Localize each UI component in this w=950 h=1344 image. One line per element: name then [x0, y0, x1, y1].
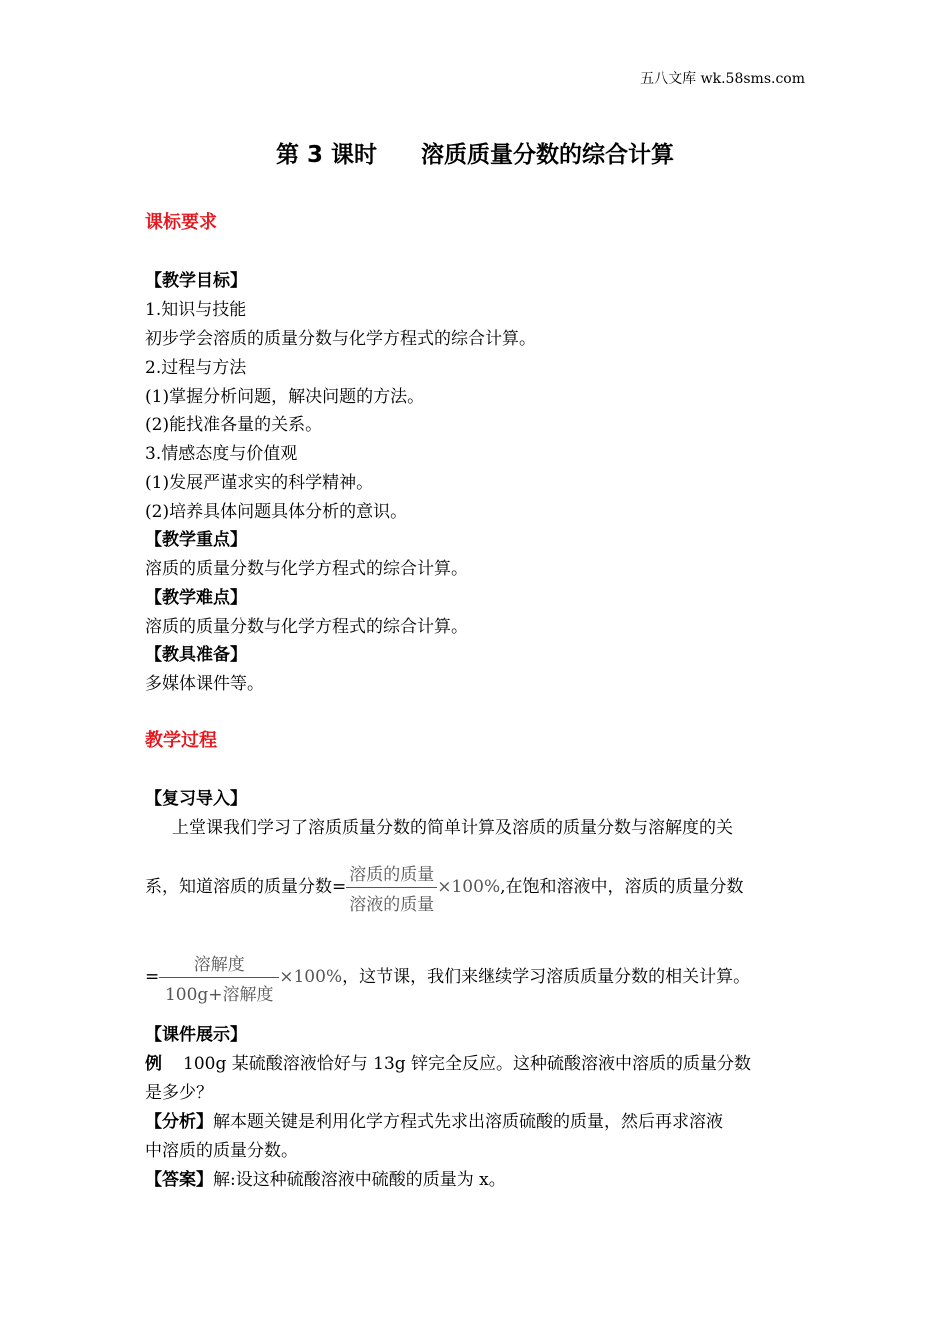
goal-item: 3.情感态度与价值观	[145, 444, 298, 464]
difficulty-text: 溶质的质量分数与化学方程式的综合计算。	[145, 617, 468, 637]
mass-fraction-formula	[346, 860, 437, 915]
section-teaching-process: 教学过程	[145, 730, 217, 751]
answer-label: 【答案】	[145, 1170, 213, 1190]
percent-multiplier: ×100%	[279, 967, 343, 987]
goal-item: 1.知识与技能	[145, 300, 247, 320]
example-text: 100g 某硫酸溶液恰好与 13g 锌完全反应。这种硫酸溶液中溶质的质量分数	[183, 1054, 752, 1074]
lesson-topic: 溶质质量分数的综合计算	[421, 142, 675, 168]
goal-item: (1)掌握分析问题，解决问题的方法。	[145, 387, 425, 407]
example-line-1	[145, 1049, 751, 1074]
tools-heading: 【教具准备】	[145, 645, 247, 665]
goals-heading: 【教学目标】	[145, 271, 247, 291]
review-solubility-line	[145, 950, 750, 1005]
goal-item: (2)能找准各量的关系。	[145, 415, 323, 435]
page-title	[0, 136, 950, 169]
percent-multiplier: ×100%	[437, 877, 501, 897]
review-heading: 【复习导入】	[145, 789, 247, 809]
goal-item: 2.过程与方法	[145, 358, 247, 378]
site-header: 五八文库 wk.58sms.com	[640, 71, 805, 87]
answer-line	[145, 1165, 506, 1190]
lesson-number: 第 3 课时	[275, 142, 378, 168]
answer-text: 解:设这种硫酸溶液中硫酸的质量为 x。	[213, 1170, 506, 1190]
difficulty-heading: 【教学难点】	[145, 588, 247, 608]
solubility-fraction-formula	[159, 950, 279, 1005]
review-line-3-pre: =	[145, 967, 160, 987]
fraction-numerator: 溶质的质量	[346, 860, 437, 888]
goal-item: 初步学会溶质的质量分数与化学方程式的综合计算。	[145, 329, 536, 349]
key-point-text: 溶质的质量分数与化学方程式的综合计算。	[145, 559, 468, 579]
fraction-denominator: 100g+溶解度	[164, 985, 274, 1005]
fraction-numerator: 溶解度	[159, 950, 279, 978]
review-line-2-pre: 系，知道溶质的质量分数=	[145, 877, 347, 897]
review-line-1: 上堂课我们学习了溶质质量分数的简单计算及溶质的质量分数与溶解度的关	[172, 818, 733, 838]
analysis-text: 解本题关键是利用化学方程式先求出溶质硫酸的质量，然后再求溶液	[213, 1112, 723, 1132]
fraction-denominator: 溶液的质量	[349, 895, 435, 915]
example-line-2: 是多少？	[145, 1083, 213, 1103]
courseware-heading: 【课件展示】	[145, 1025, 247, 1045]
analysis-label: 【分析】	[145, 1112, 213, 1132]
example-label: 例	[145, 1054, 162, 1074]
tools-text: 多媒体课件等。	[145, 674, 264, 694]
analysis-line-2: 中溶质的质量分数。	[145, 1141, 298, 1161]
analysis-line-1	[145, 1107, 723, 1132]
key-point-heading: 【教学重点】	[145, 530, 247, 550]
review-line-3-post: ，这节课，我们来继续学习溶质质量分数的相关计算。	[342, 967, 751, 987]
goal-item: (2)培养具体问题具体分析的意识。	[145, 502, 408, 522]
review-formula-line	[145, 860, 744, 915]
review-line-2-post: ,在饱和溶液中，溶质的质量分数	[500, 877, 744, 897]
goal-item: (1)发展严谨求实的科学精神。	[145, 473, 374, 493]
section-curriculum: 课标要求	[145, 212, 217, 233]
